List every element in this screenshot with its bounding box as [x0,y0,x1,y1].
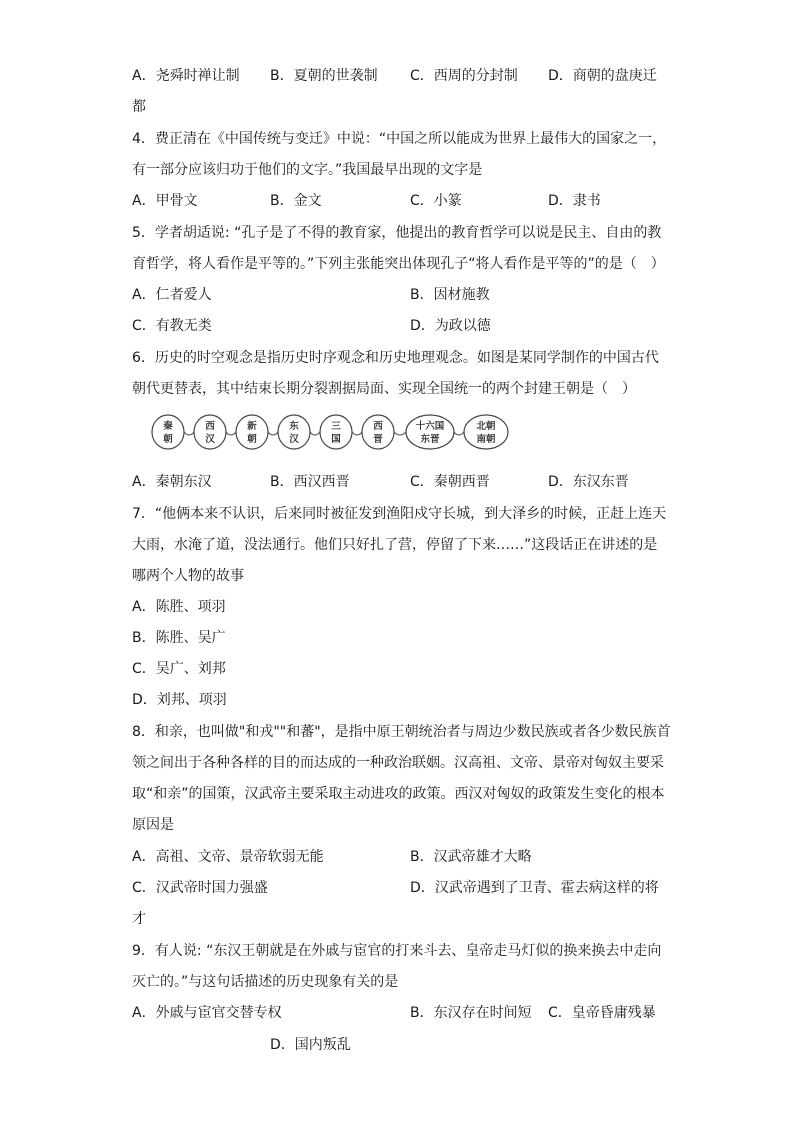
timeline-node-label-top: 十六国 [415,421,445,432]
q8-option-d: D．汉武帝遇到了卫青、霍去病这样的将 [410,880,659,896]
timeline-node [194,415,226,449]
timeline-node-label-bottom: 晋 [373,434,383,445]
q8-option-c: C．汉武帝时国力强盛 [132,880,268,896]
q8-stem-line-4: 原因是 [132,817,174,833]
q9-option-a: A．外戚与宦官交替专权 [132,1005,282,1021]
timeline-node-label-bottom: 国 [331,434,341,445]
q5-option-c: C．有教无类 [132,318,212,334]
q5-option-a: A．仁者爱人 [132,287,212,303]
timeline-node-label-bottom: 朝 [163,434,173,445]
timeline-connector [394,432,406,435]
q9-stem-line-2: 灭亡的。”与这句话描述的历史现象有关的是 [132,974,399,990]
q5-stem-line-1: 5．学者胡适说: “孔子是了不得的教育家，他提出的教育哲学可以说是民主、自由的教 [132,225,662,241]
timeline-node [278,415,310,449]
q7-stem-line-3: 哪两个人物的故事 [132,568,244,584]
q6-option-d: D．东汉东晋 [548,474,629,490]
q7-option-d: D．刘邦、项羽 [132,692,227,708]
timeline-connector [268,432,278,435]
q3-option-b: B．夏朝的世袭制 [270,68,378,84]
timeline-node [362,415,394,449]
q5-option-b: B．因材施教 [410,287,490,303]
q6-option-b: B．西汉西晋 [270,474,350,490]
q6-stem-line-2: 朝代更替表，其中结束长期分裂割据局面、实现全国统一的两个封建王朝是（ ） [132,381,636,397]
q4-stem-line-1: 4．费正清在《中国传统与变迁》中说：“中国之所以能成为世界上最伟大的国家之一， [132,131,667,147]
timeline-connector [226,432,236,435]
q7-stem-line-1: 7．“他俩本来不认识，后来同时被征发到渔阳戍守长城，到大泽乡的时候，正赶上连天 [132,506,667,522]
q3-option-d: D．商朝的盘庚迁 [548,68,657,84]
timeline-node-label-top: 秦 [163,421,173,432]
q5-stem-line-2: 育哲学，将人看作是平等的。”下列主张能突出体现孔子“将人看作是平等的”的是（ ） [132,256,665,272]
timeline-node-label-bottom: 朝 [247,434,257,445]
q7-option-b: B．陈胜、吴广 [132,630,226,646]
timeline-node [152,415,184,449]
q7-option-c: C．吴广、刘邦 [132,661,226,677]
q3-option-d-wrap: 都 [132,99,146,115]
timeline-node [406,415,454,449]
q8-option-d-wrap: 才 [132,911,146,927]
q4-option-b: B．金文 [270,193,322,209]
timeline-node-label-bottom: 南朝 [476,434,496,445]
timeline-node [236,415,268,449]
q4-option-c: C．小篆 [410,193,462,209]
timeline-node-label-bottom: 东晋 [420,434,440,445]
q3-option-a: A．尧舜时禅让制 [132,68,240,84]
timeline-node-label-top: 西 [205,421,215,432]
timeline-node-label-top: 新 [247,421,257,432]
q8-option-b: B．汉武帝雄才大略 [410,849,532,865]
q8-stem-line-2: 领之间出于各种各样的目的而达成的一种政治联姻。汉高祖、文帝、景帝对匈奴主要采 [132,755,664,771]
q9-option-c: C．皇帝昏庸残暴 [548,1005,656,1021]
timeline-connector [184,432,194,435]
timeline-node-label-bottom: 汉 [205,434,215,445]
q8-stem-line-3: 取“和亲”的国策，汉武帝主要采取主动进攻的政策。西汉对匈奴的政策发生变化的根本 [132,786,665,802]
q9-stem-line-1: 9．有人说: “东汉王朝就是在外戚与宦官的打来斗去、皇帝走马灯似的换来换去中走向 [132,943,662,959]
timeline-node [320,415,352,449]
timeline-node-label-top: 三 [331,421,341,432]
timeline-node [464,415,508,449]
q4-option-a: A．甲骨文 [132,193,198,209]
q8-stem-line-1: 8．和亲，也叫做"和戎""和蕃"，是指中原王朝统治者与周边少数民族或者各少数民族首 [132,724,671,740]
q3-option-c: C．西周的分封制 [410,68,518,84]
timeline-node-label-top: 西 [373,421,383,432]
q4-option-d: D．隶书 [548,193,601,209]
q7-option-a: A．陈胜、项羽 [132,599,226,615]
dynasty-timeline-figure [148,410,512,456]
timeline-node-label-bottom: 汉 [289,434,299,445]
timeline-node-label-top: 东 [289,421,299,432]
q6-stem-line-1: 6．历史的时空观念是指历史时序观念和历史地理观念。如图是某同学制作的中国古代 [132,350,659,366]
q8-option-a: A．高祖、文帝、景帝软弱无能 [132,849,324,865]
q5-option-d: D．为政以德 [410,318,491,334]
timeline-connector [310,432,320,435]
q6-option-a: A．秦朝东汉 [132,474,212,490]
q9-option-b: B．东汉存在时间短 [410,1005,532,1021]
timeline-node-label-top: 北朝 [476,421,496,432]
q6-option-c: C．秦朝西晋 [410,474,490,490]
q7-stem-line-2: 大雨，水淹了道，没法通行。他们只好扎了营，停留了下来……”这段话正在讲述的是 [132,537,658,553]
q4-stem-line-2: 有一部分应该归功于他们的文字。”我国最早出现的文字是 [132,162,483,178]
timeline-connector [352,432,362,435]
timeline-connector [454,432,464,435]
q9-option-d: D．国内叛乱 [270,1037,351,1053]
